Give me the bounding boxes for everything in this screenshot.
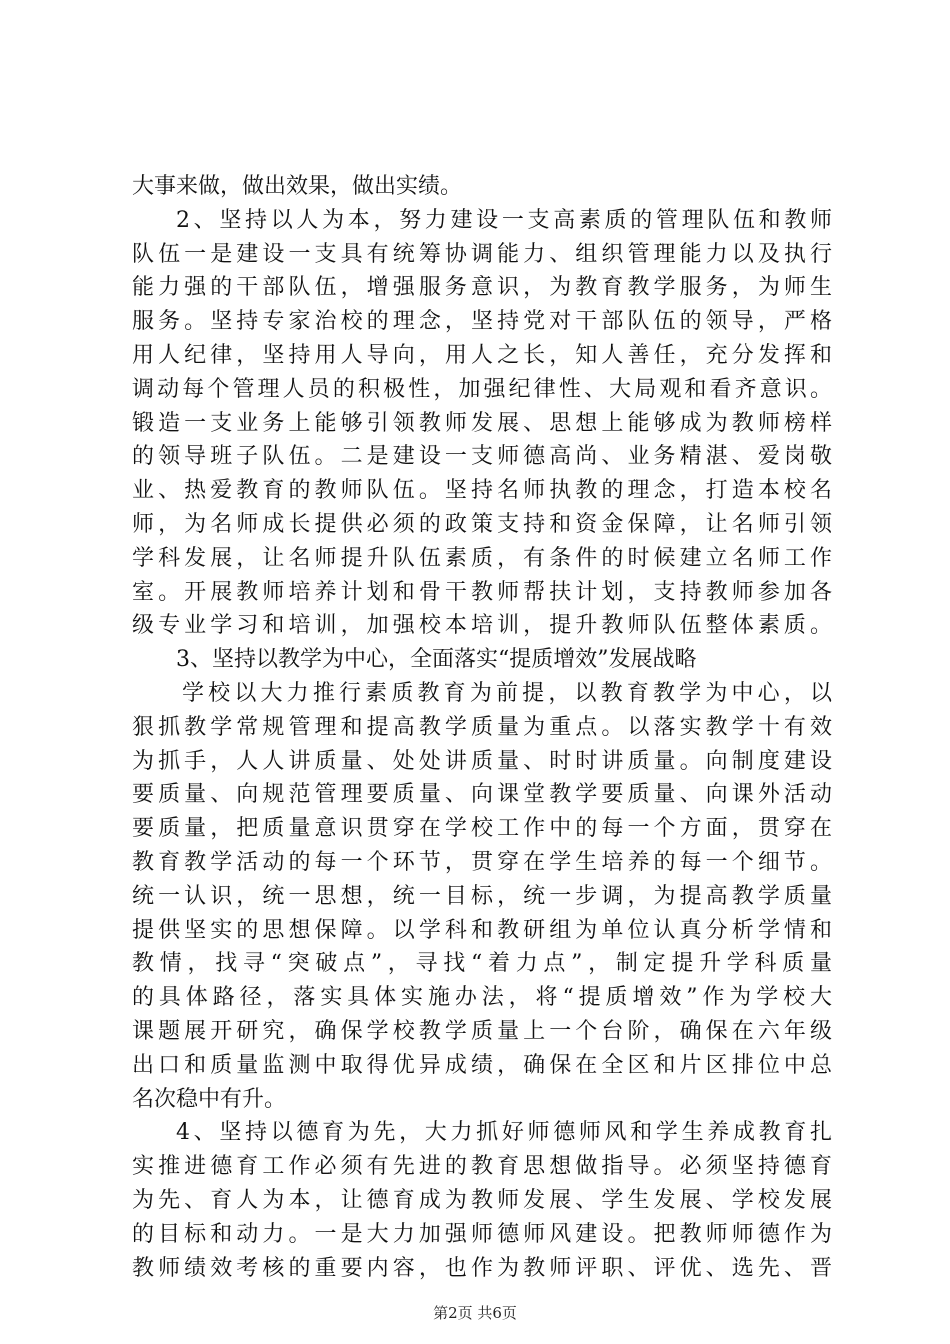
text-line: 级专业学习和培训，加强校本培训，提升教师队伍整体素质。 [132,613,832,639]
text-line: 师，为名师成长提供必须的政策支持和资金保障，让名师引领 [132,511,832,537]
text-line: 的目标和动力。一是大力加强师德师风建设。把教师师德作为 [132,1221,832,1247]
text-line: 教育教学活动的每一个环节，贯穿在学生培养的每一个细节。 [132,849,832,875]
text-line: 学校以大力推行素质教育为前提，以教育教学为中心，以 [182,680,832,706]
text-line: 教师绩效考核的重要内容，也作为教师评职、评优、选先、晋 [132,1255,832,1281]
text-line: 调动每个管理人员的积极性，加强纪律性、大局观和看齐意识。 [132,376,832,402]
text-line: 的领导班子队伍。二是建设一支师德高尚、业务精湛、爱岗敬 [132,444,832,470]
document-body [132,170,832,1285]
text-line: 提供坚实的思想保障。以学科和教研组为单位认真分析学情和 [132,917,832,943]
text-line: 4、坚持以德育为先，大力抓好师德师风和学生养成教育扎 [176,1120,832,1146]
text-line: 狠抓教学常规管理和提高教学质量为重点。以落实教学十有效 [132,714,832,740]
text-line: 队伍一是建设一支具有统筹协调能力、组织管理能力以及执行 [132,241,832,267]
text-line: 名次稳中有升。 [132,1086,287,1112]
text-line: 大事来做，做出效果，做出实绩。 [132,174,463,199]
text-line: 能力强的干部队伍，增强服务意识，为教育教学服务，为师生 [132,275,832,301]
text-line: 为先、育人为本，让德育成为教师发展、学生发展、学校发展 [132,1187,832,1213]
text-line: 2、坚持以人为本，努力建设一支高素质的管理队伍和教师 [176,207,832,233]
text-line: 要质量、向规范管理要质量、向课堂教学要质量、向课外活动 [132,782,832,808]
page-footer: 第2页 共6页 [433,1304,517,1322]
text-line: 出口和质量监测中取得优异成绩，确保在全区和片区排位中总 [132,1052,832,1078]
text-line: 用人纪律，坚持用人导向，用人之长，知人善任，充分发挥和 [132,342,832,368]
text-line: 要质量，把质量意识贯穿在学校工作中的每一个方面，贯穿在 [132,816,832,842]
text-line: 的具体路径，落实具体实施办法，将“提质增效”作为学校大 [132,985,832,1011]
text-line: 室。开展教师培养计划和骨干教师帮扶计划，支持教师参加各 [132,579,832,605]
text-line: 为抓手，人人讲质量、处处讲质量、时时讲质量。向制度建设 [132,748,832,774]
text-line: 课题展开研究，确保学校教学质量上一个台阶，确保在六年级 [132,1018,832,1044]
text-line: 业、热爱教育的教师队伍。坚持名师执教的理念，打造本校名 [132,478,832,504]
text-line: 学科发展，让名师提升队伍素质，有条件的时候建立名师工作 [132,545,832,571]
text-line: 服务。坚持专家治校的理念，坚持党对干部队伍的领导，严格 [132,309,832,335]
text-line: 教情，找寻“突破点”，寻找“着力点”，制定提升学科质量 [132,951,832,977]
text-line: 3、坚持以教学为中心，全面落实“提质增效”发展战略 [176,647,697,673]
text-line: 锻造一支业务上能够引领教师发展、思想上能够成为教师榜样 [132,410,832,436]
text-line: 统一认识，统一思想，统一目标，统一步调，为提高教学质量 [132,883,832,909]
text-line: 实推进德育工作必须有先进的教育思想做指导。必须坚持德育 [132,1154,832,1180]
